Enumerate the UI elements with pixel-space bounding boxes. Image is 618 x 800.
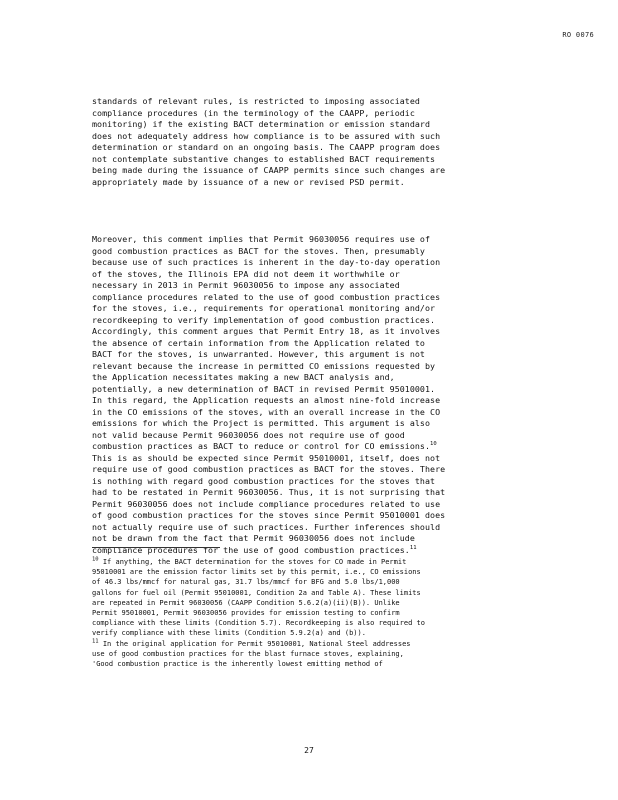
text-line: compliance procedures (in the terminology of the CAAPP, periodic bbox=[92, 107, 415, 118]
text-line: emissions for which the Project is permitted. This argument is also bbox=[92, 418, 431, 428]
footnote-reference[interactable]: 10 bbox=[430, 441, 437, 448]
footnote-line: 95010001 are the emission factor limits set by this permit, i.e., CO emissions bbox=[92, 568, 421, 577]
footnote-line: are repeated in Permit 96030056 (CAAPP Condition 5.6.2(a)(ii)(B)). Unlike bbox=[92, 598, 400, 607]
paragraph-1 bbox=[92, 96, 532, 188]
text-line: for the stoves, i.e., requirements for operational monitoring and/or bbox=[92, 303, 436, 313]
footnote-line bbox=[92, 557, 532, 567]
footnotes bbox=[92, 557, 532, 669]
footnote-line: compliance with these limits (Condition 5.7). Recordkeeping is also required to bbox=[92, 619, 425, 628]
text-line: BACT for the stoves, is unwarranted. However, this argument is not bbox=[92, 349, 425, 359]
text-line: does not adequately address how compliance is to be assured with such bbox=[92, 130, 441, 141]
text-segment: combustion practices as BACT to reduce or control for CO emissions. bbox=[92, 441, 431, 451]
text-line: determination or standard on an ongoing basis. The CAAPP program does bbox=[92, 142, 441, 152]
text-line: the absence of certain information from the Application related to bbox=[92, 337, 425, 348]
text-line: the Application necessitates making a new BACT analysis and, bbox=[92, 372, 395, 382]
text-line: potentially, a new determination of BACT in revised Permit 95010001. bbox=[92, 383, 436, 394]
text-line: not actually require use of such practices. Further inferences should bbox=[92, 521, 441, 532]
text-line: of the stoves, the Illinois EPA did not deem it worthwhile or bbox=[92, 268, 400, 279]
text-line: because use of such practices is inherent in the day-to-day operation bbox=[92, 257, 441, 267]
text-line bbox=[92, 441, 532, 453]
text-line: is nothing with regard good combustion practices for the stoves that bbox=[92, 475, 436, 486]
text-segment: compliance procedures for the use of good combustion practices. bbox=[92, 544, 410, 555]
footnote-line: use of good combustion practices for the blast furnace stoves, explaining, bbox=[92, 649, 404, 658]
text-line: compliance procedures related to the use of good combustion practices bbox=[92, 291, 441, 302]
text-line: require use of good combustion practices as BACT for the stoves. There bbox=[92, 464, 446, 474]
footnote-reference[interactable]: 11 bbox=[409, 544, 417, 551]
text-line: good combustion practices as BACT for the stoves. Then, presumably bbox=[92, 245, 425, 256]
footnote-line: verify compliance with these limits (Condition 5.9.2(a) and (b)). bbox=[92, 629, 366, 638]
text-line: not valid because Permit 96030056 does not require use of good bbox=[92, 429, 405, 440]
footnote-line: gallons for fuel oil (Permit 95010001, Condition 2a and Table A). These limits bbox=[92, 588, 421, 597]
text-line: of good combustion practices for the stoves since Permit 95010001 does bbox=[92, 510, 446, 520]
text-line: standards of relevant rules, is restricted to imposing associated bbox=[92, 96, 420, 106]
text-line: This is as should be expected since Permit 95010001, itself, does not bbox=[92, 452, 441, 463]
text-line: recordkeeping to verify implementation of good combustion practices. bbox=[92, 314, 436, 325]
footnote-marker: 10 bbox=[92, 556, 99, 563]
footnote-line: of 46.3 lbs/mmcf for natural gas, 31.7 lbs/mmcf for BFG and 5.0 lbs/1,000 bbox=[92, 578, 400, 587]
text-line: necessary in 2013 in Permit 96030056 to impose any associated bbox=[92, 280, 400, 290]
text-segment: In the original application for Permit 95010001, National Steel addresses bbox=[102, 639, 411, 648]
footnote-line: 'Good combustion practice is the inherently lowest emitting method of bbox=[92, 660, 383, 669]
footnote-marker: 11 bbox=[92, 638, 99, 645]
footnote-separator bbox=[92, 547, 220, 548]
page-number: 27 bbox=[304, 746, 314, 755]
text-line: in the CO emissions of the stoves, with an overall increase in the CO bbox=[92, 406, 441, 417]
text-line: appropriately made by issuance of a new or revised PSD permit. bbox=[92, 176, 405, 187]
text-line: had to be restated in Permit 96030056. Thus, it is not surprising that bbox=[92, 487, 446, 497]
text-line: not contemplate substantive changes to established BACT requirements bbox=[92, 153, 436, 164]
document-reference: RO 0076 bbox=[562, 31, 594, 39]
text-line: Accordingly, this comment argues that Permit Entry 18, as it involves bbox=[92, 326, 441, 336]
text-line: monitoring) if the existing BACT determination or emission standard bbox=[92, 119, 431, 129]
paragraph-2 bbox=[92, 234, 532, 556]
text-line: In this regard, the Application requests an almost nine-fold increase bbox=[92, 395, 441, 405]
footnote-line bbox=[92, 639, 532, 649]
text-line: Moreover, this comment implies that Permit 96030056 requires use of bbox=[92, 234, 431, 244]
text-segment: If anything, the BACT determination for the stoves for CO made in Permit bbox=[102, 558, 407, 566]
footnote-line: Permit 95010001, Permit 96030056 provides for emission testing to confirm bbox=[92, 609, 400, 618]
text-line: Permit 96030056 does not include compliance procedures related to use bbox=[92, 498, 441, 509]
text-line: relevant because the increase in permitted CO emissions requested by bbox=[92, 360, 436, 371]
text-line: not be drawn from the fact that Permit 96030056 does not include bbox=[92, 533, 415, 543]
text-line: being made during the issuance of CAAPP permits since such changes are bbox=[92, 165, 446, 175]
